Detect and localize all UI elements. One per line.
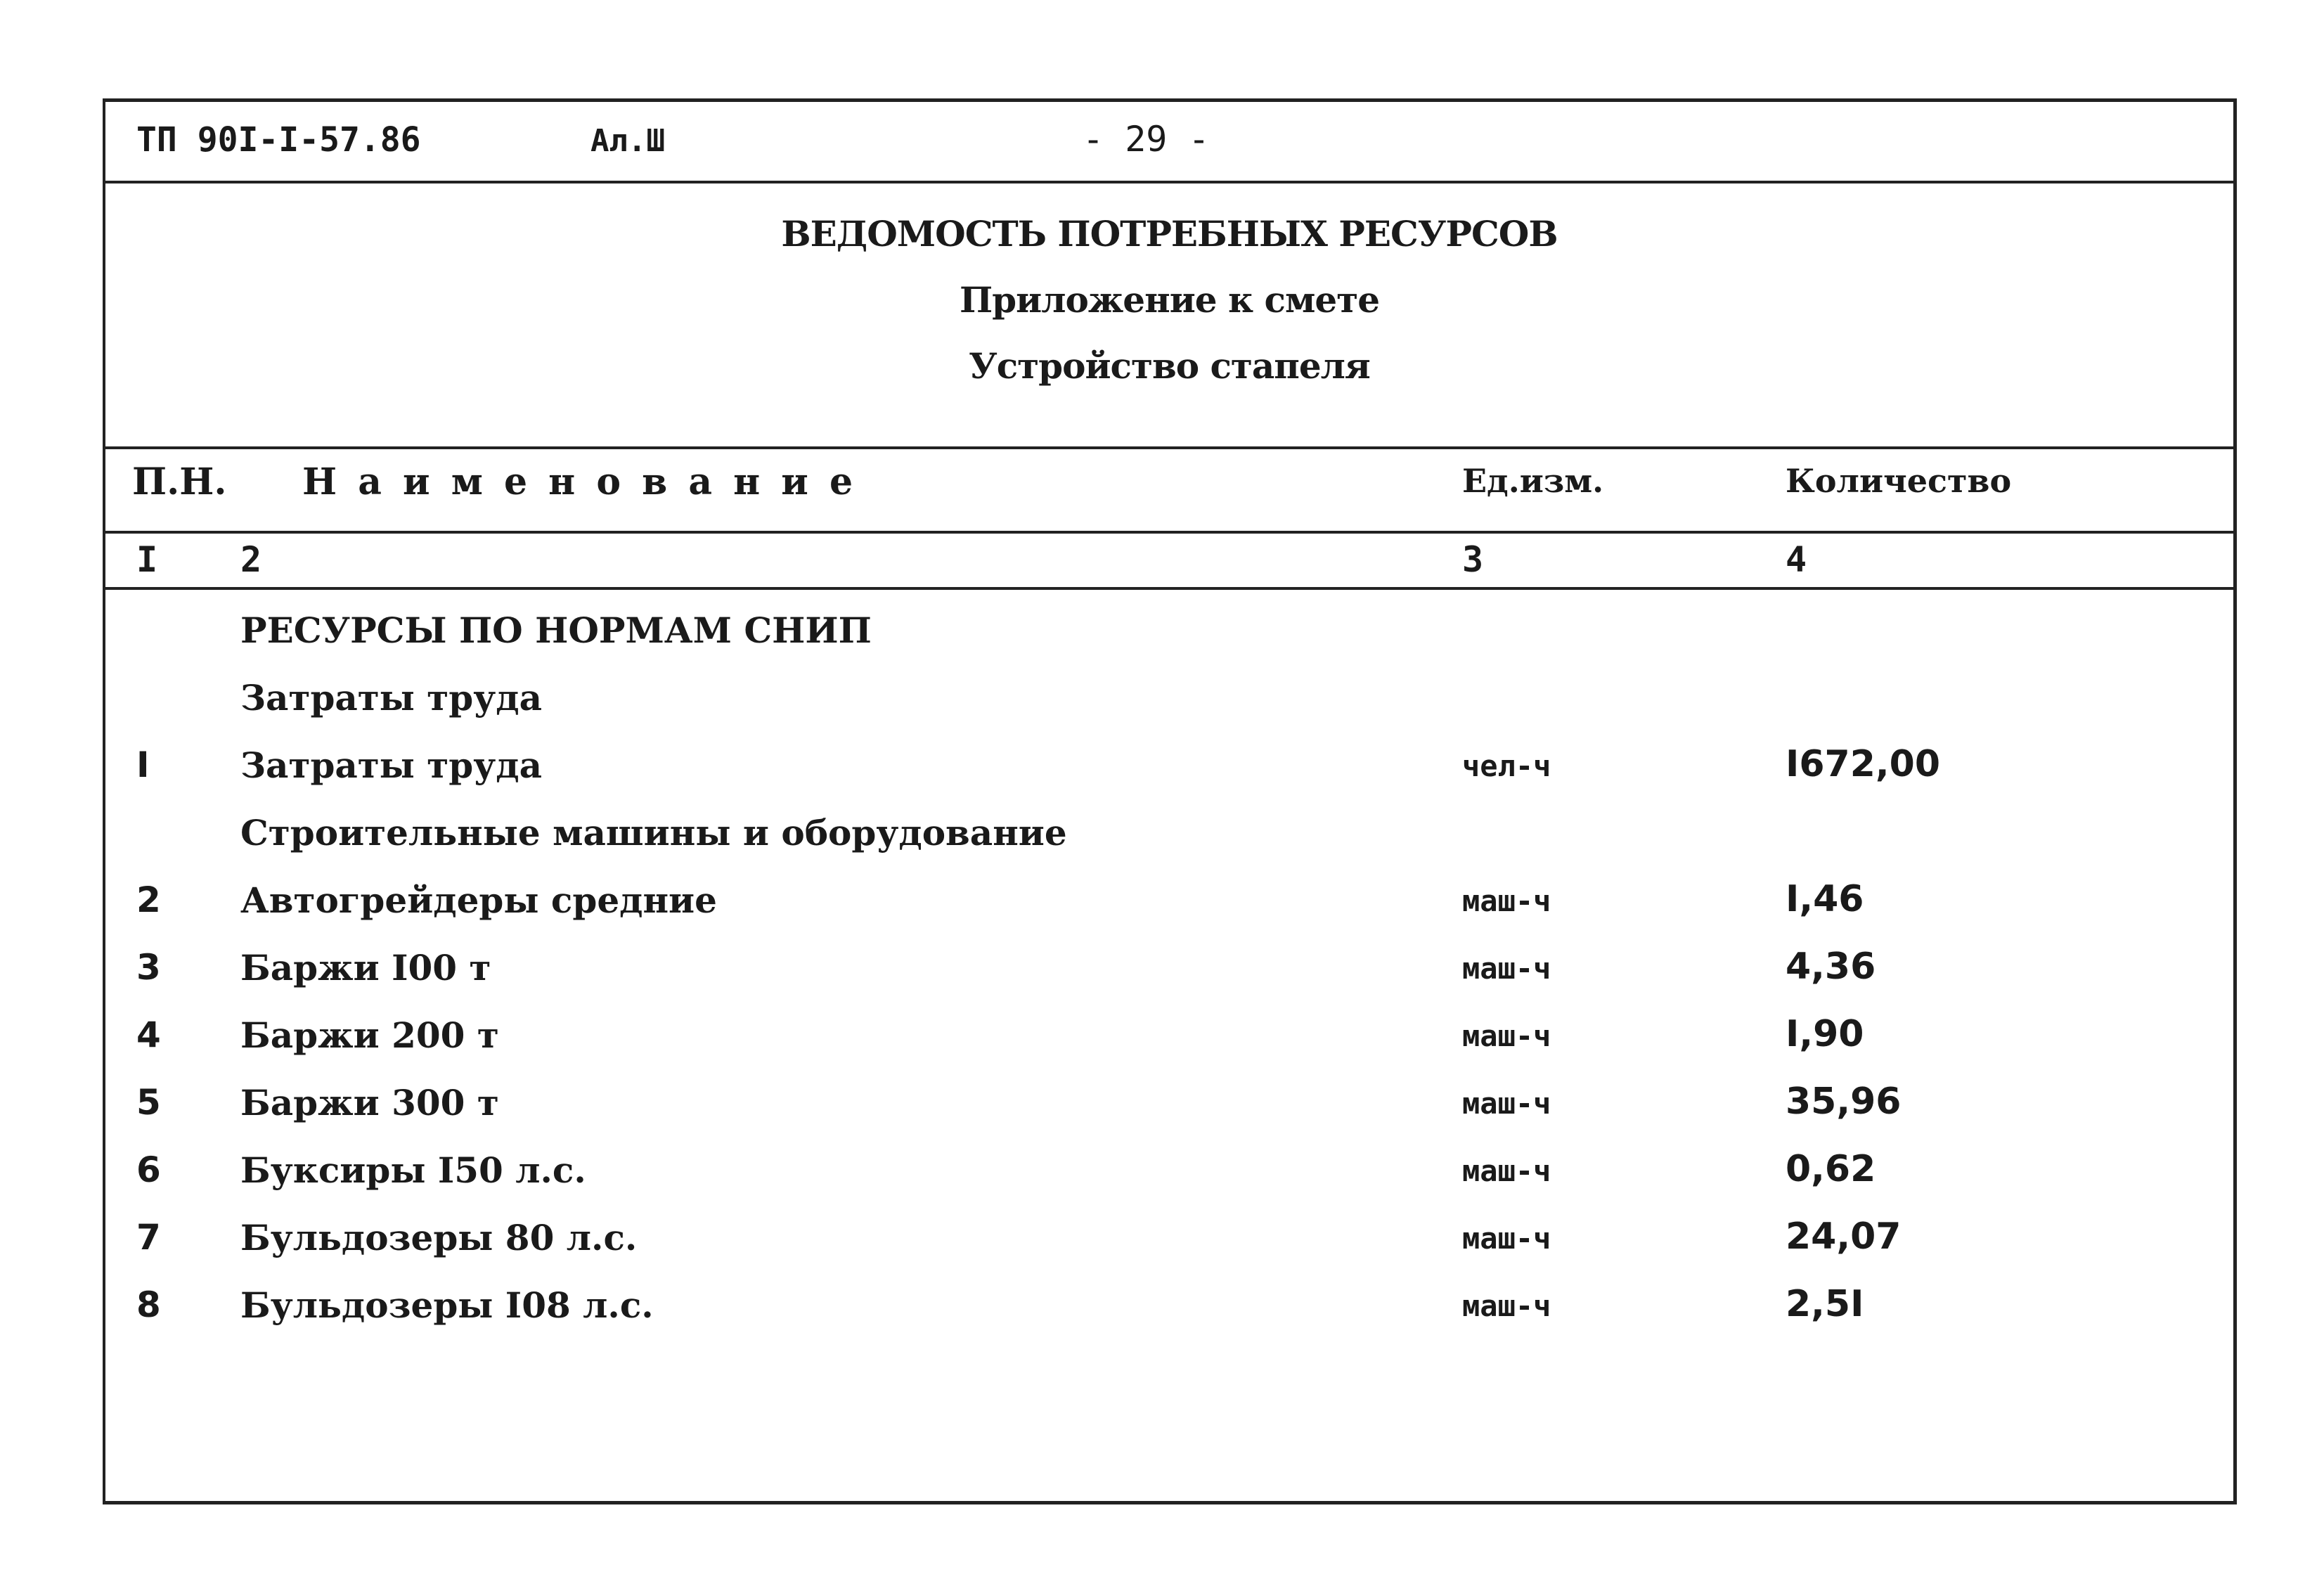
header-divider bbox=[105, 181, 2233, 183]
doc-code: ТП 90I-I-57.86 bbox=[136, 120, 421, 160]
document-subtitle: Приложение к смете bbox=[959, 279, 1380, 321]
row-number: 7 bbox=[136, 1217, 161, 1258]
column-number-4: 4 bbox=[1786, 539, 1807, 580]
row-unit: маш-ч bbox=[1462, 1154, 1551, 1188]
row-unit: маш-ч bbox=[1462, 884, 1551, 918]
row-unit: маш-ч bbox=[1462, 1019, 1551, 1053]
row-number: 5 bbox=[136, 1082, 161, 1123]
column-header-quantity: Количество bbox=[1786, 462, 2012, 500]
album-label: Ал.Ш bbox=[590, 123, 665, 159]
row-unit: маш-ч bbox=[1462, 1289, 1551, 1323]
column-number-1: I bbox=[136, 539, 158, 580]
row-name: Баржи I00 т bbox=[240, 947, 491, 988]
row-number: 6 bbox=[136, 1149, 161, 1190]
row-unit: чел-ч bbox=[1462, 749, 1551, 783]
row-name: Автогрейдеры средние bbox=[240, 879, 717, 921]
row-quantity: 0,62 bbox=[1786, 1148, 1876, 1190]
column-number-2: 2 bbox=[240, 539, 262, 580]
row-name: Буксиры I50 л.с. bbox=[240, 1149, 586, 1191]
row-quantity: I,90 bbox=[1786, 1013, 1864, 1055]
row-number: 4 bbox=[136, 1014, 161, 1055]
column-header-rule bbox=[105, 531, 2233, 534]
column-number-3: 3 bbox=[1462, 539, 1484, 580]
document-title: ВЕДОМОСТЬ ПОТРЕБНЫХ РЕСУРСОВ bbox=[781, 213, 1558, 254]
page-number: - 29 - bbox=[1083, 119, 1210, 160]
row-name: РЕСУРСЫ ПО НОРМАМ СНИП bbox=[240, 610, 872, 651]
row-quantity: 35,96 bbox=[1786, 1081, 1902, 1123]
row-unit: маш-ч bbox=[1462, 1086, 1551, 1121]
row-quantity: 24,07 bbox=[1786, 1216, 1902, 1258]
document-subtitle-2: Устройство стапеля bbox=[969, 345, 1370, 387]
row-quantity: 2,5I bbox=[1786, 1283, 1864, 1325]
row-number: 2 bbox=[136, 879, 161, 920]
document-sheet bbox=[103, 98, 2237, 1504]
table-top-rule bbox=[105, 446, 2233, 449]
column-header-unit: Ед.изм. bbox=[1462, 462, 1604, 500]
column-number-rule bbox=[105, 587, 2233, 590]
row-name: Строительные машины и оборудование bbox=[240, 812, 1067, 853]
row-unit: маш-ч bbox=[1462, 951, 1551, 986]
column-header-number: П.Н. bbox=[132, 460, 227, 503]
row-quantity: I672,00 bbox=[1786, 743, 1941, 785]
row-name: Бульдозеры I08 л.с. bbox=[240, 1284, 654, 1326]
row-number: 3 bbox=[136, 947, 161, 988]
row-name: Затраты труда bbox=[240, 745, 542, 786]
row-quantity: 4,36 bbox=[1786, 946, 1876, 988]
row-name: Баржи 200 т bbox=[240, 1014, 499, 1056]
row-unit: маш-ч bbox=[1462, 1221, 1551, 1256]
row-number: I bbox=[136, 745, 150, 785]
row-name: Затраты труда bbox=[240, 677, 542, 718]
row-quantity: I,46 bbox=[1786, 878, 1864, 920]
row-number: 8 bbox=[136, 1284, 161, 1325]
column-header-name: Н а и м е н о в а н и е bbox=[302, 460, 858, 503]
row-name: Баржи 300 т bbox=[240, 1082, 499, 1123]
row-name: Бульдозеры 80 л.с. bbox=[240, 1217, 638, 1258]
